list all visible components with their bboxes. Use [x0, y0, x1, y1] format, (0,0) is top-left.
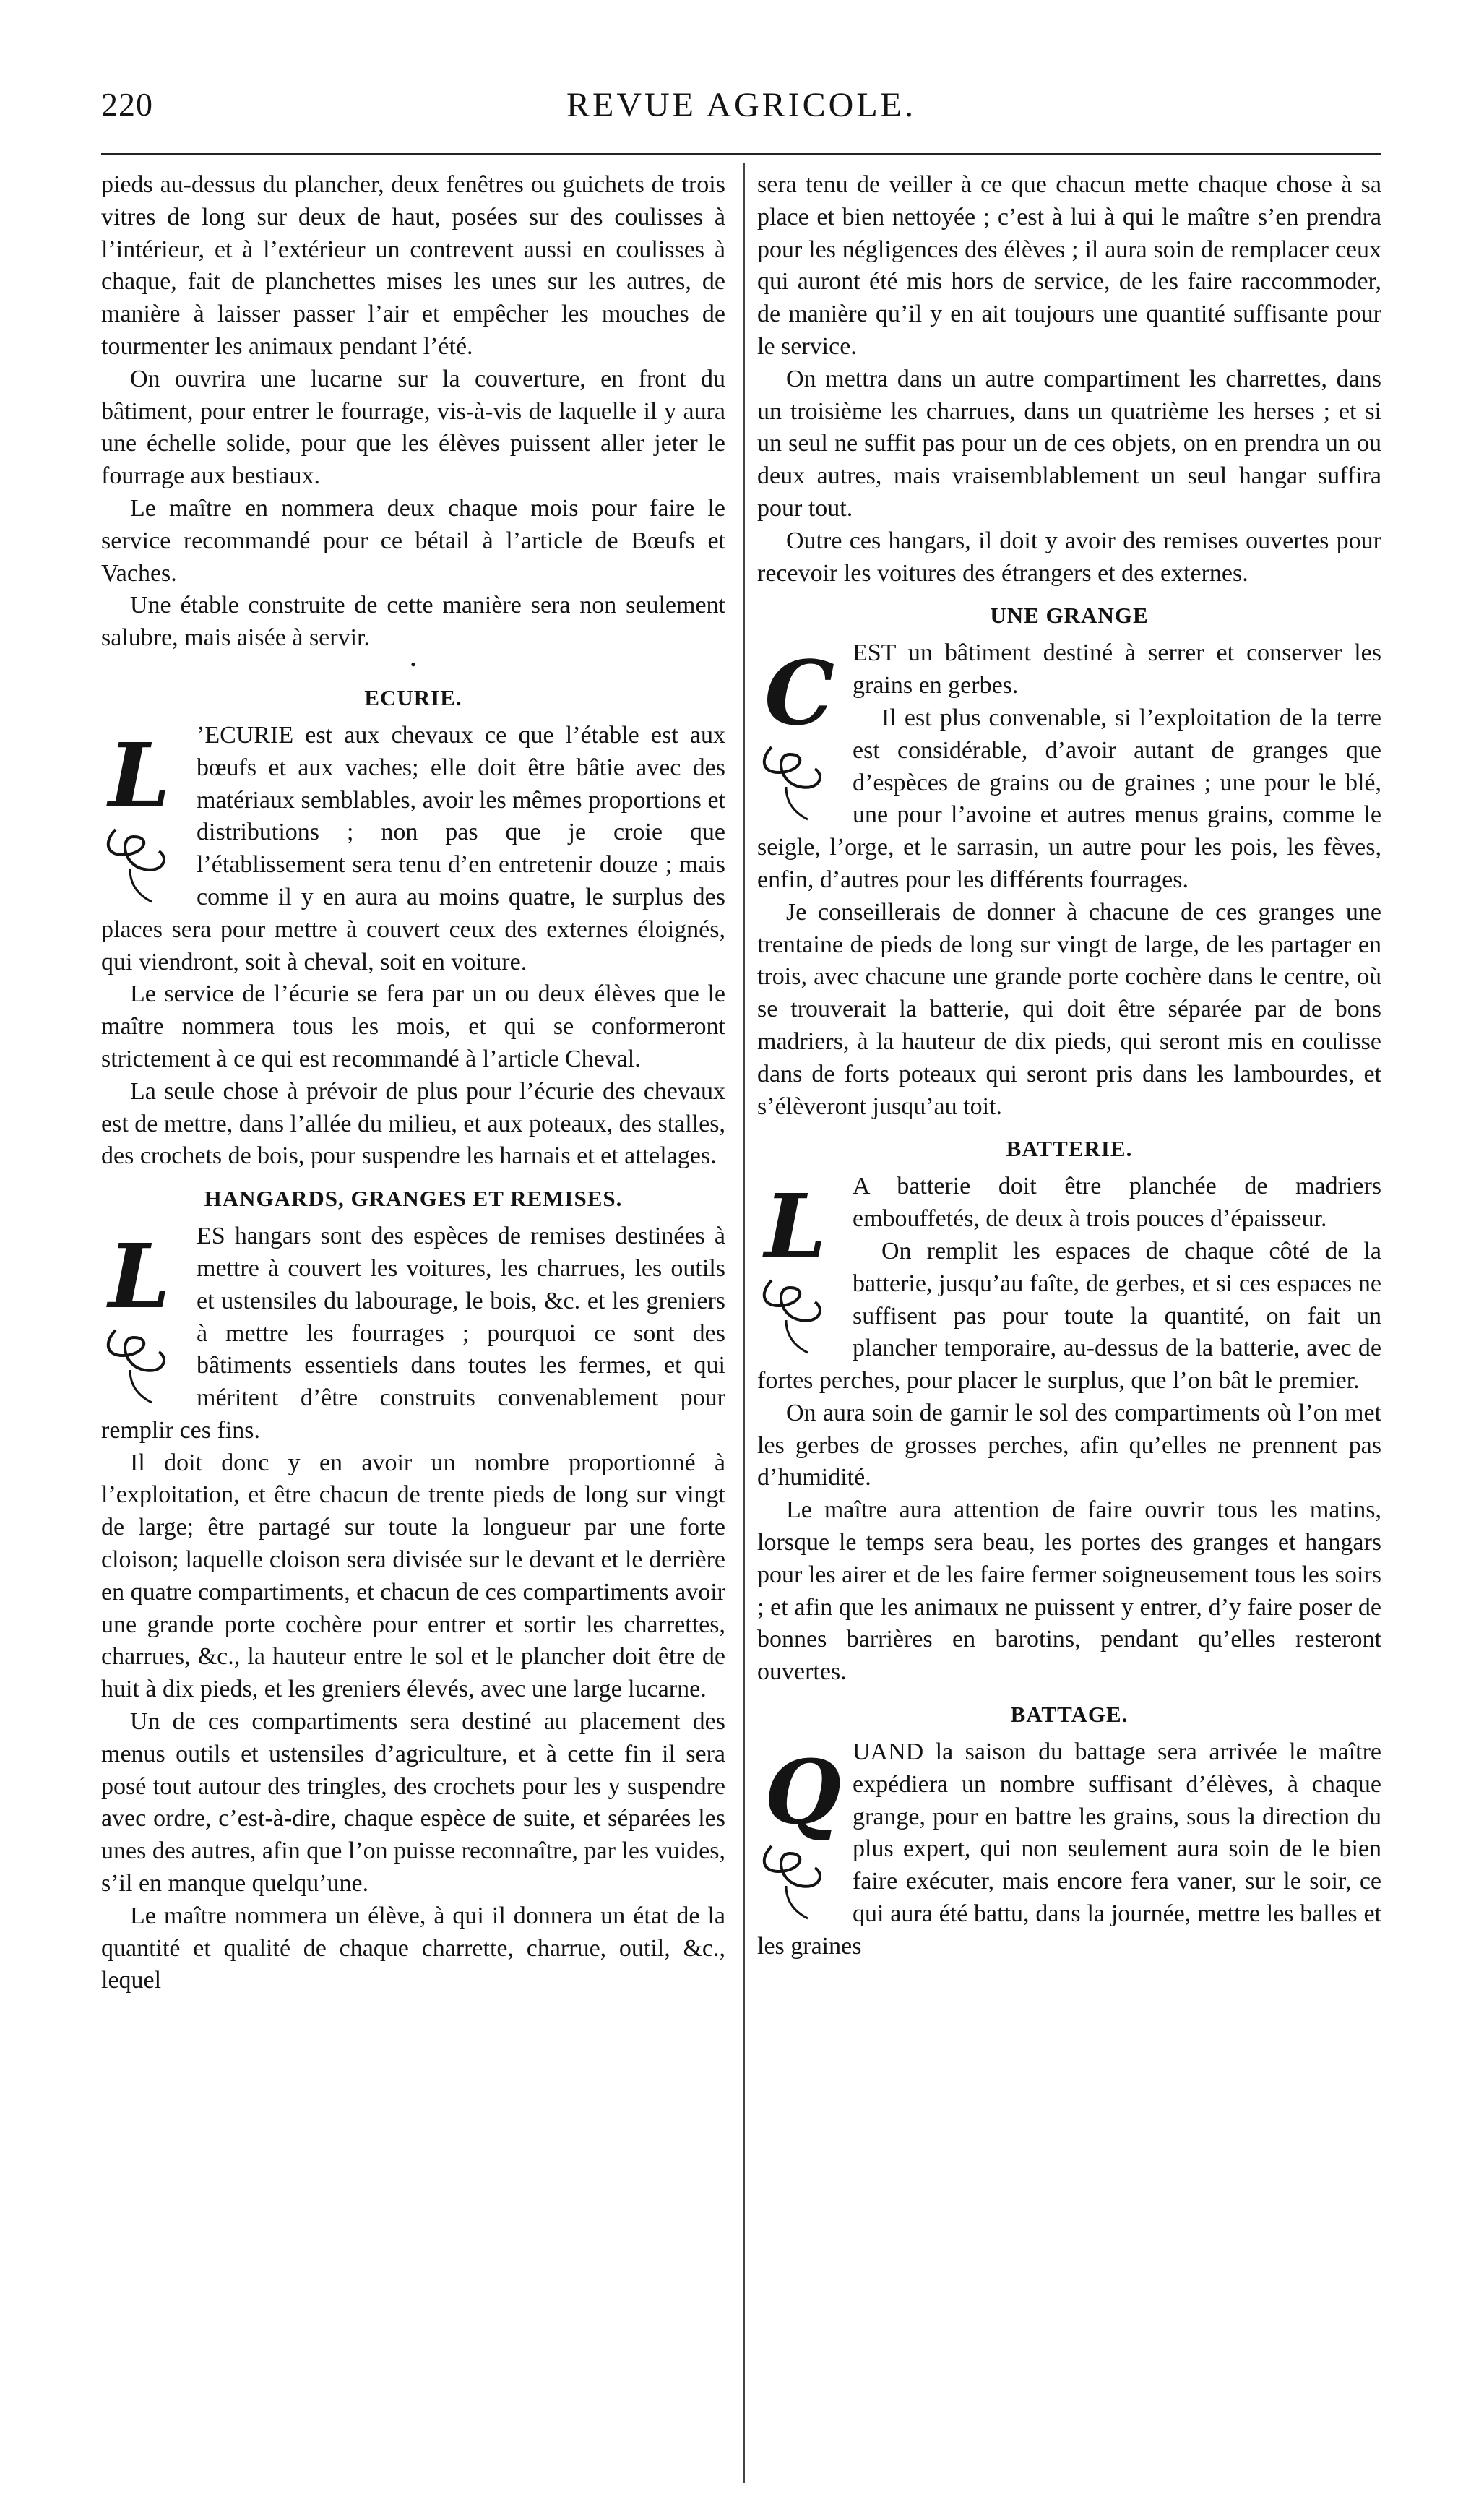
paragraph: A batterie doit être planchée de madriers embouffetés, de deux à trois pouces d’épaisseur. — [853, 1173, 1381, 1233]
paragraph: On remplit les espaces de chaque côté de la batterie, jusqu’au faîte, de gerbes, et si ces espaces ne suffisent pas pour toute la quantité, on fait un plancher temporaire, au-dessus de la batterie, avec de fortes perches, pour placer le surplus, que l’on bât le premier. — [757, 1237, 1381, 1395]
dropcap-letter: L — [108, 1224, 171, 1329]
paragraph: Le service de l’écurie se fera par un ou deux élèves que le maître nommera tous les mois, et qui se conformeront strictement à ce qui est recommandé à l’article Cheval. — [101, 981, 725, 1072]
paragraph: Je conseillerais de donner à chacune de ces granges une trentaine de pieds de long sur vingt de large, de les partager en trois, avec chacune une grande porte cochère dans le centre, où se trouverait la batterie, qui doit être séparée par de bons madriers, à la hauteur de dix pieds, qui seront mis en coulisse dans de forts poteaux qui seront pris dans les lambourdes, et s’élèveront jusqu’au toit. — [757, 898, 1381, 1120]
paragraph: Une étable construite de cette manière sera non seulement salubre, mais aisée à servir. — [101, 592, 725, 652]
ornamental-dropcap — [101, 1222, 186, 1410]
dropcap-letter: L — [108, 723, 171, 827]
paragraph: sera tenu de veiller à ce que chacun mette chaque chose à sa place et bien nettoyée ; c’est à lui à qui le maître s’en prendra pour les négligences des élèves ; il aura soin de remplacer ceux qui auront été mis hors de service, de les faire raccommoder, de manière qu’il y en ait toujours une quantité suffisante pour le service. — [757, 171, 1381, 360]
paragraph: ’ECURIE est aux chevaux ce que l’étable est aux bœufs et aux vaches; elle doit être bâtie avec des matériaux semblables, avoir les mêmes proportions et distributions ; non pas que je croie que l’établissement sera tenu d’en entretenir douze ; mais comme il y en aura au moins quatre, le surplus des places sera pour mettre à couvert ceux des externes éloignés, qui viendront, soit à cheval, soit en voiture. — [101, 721, 725, 975]
paragraph: Il doit donc y en avoir un nombre proportionné à l’exploitation, et être chacun de trente pieds de long sur vingt de large; être partagé sur toute la longueur par une forte cloison; laquelle cloison sera divisée sur le devant et le derrière en quatre compartiments, et chacun de ces compartiments avoir une grande porte cochère pour entrer et sortir les charrettes, charrues, &c., la hauteur entre le sol et le plancher doit être de huit à dix pieds, et les greniers élevés, avec une large lucarne. — [101, 1449, 725, 1703]
left-column — [101, 169, 725, 1997]
paragraph: Le maître nommera un élève, à qui il donnera un état de la quantité et qualité de chaque charrette, charrue, outil, &c., lequel — [101, 1902, 725, 1994]
section-heading-battage: BATTAGE. — [1010, 1702, 1129, 1728]
ornamental-dropcap — [757, 1172, 842, 1360]
right-column — [757, 169, 1381, 1963]
section-heading-grange: UNE GRANGE — [990, 603, 1149, 629]
paragraph: ES hangars sont des espèces de remises destinées à mettre à couvert les voitures, les charrues, les outils et ustensiles du labourage, le bois, &c. et les greniers à mettre les fourrages ; pourquoi ce sont des bâtiments essentiels dans toutes les fermes, et qui méritent d’être construits convenablement pour remplir ces fins. — [101, 1223, 725, 1444]
paragraph: Le maître en nommera deux chaque mois pour faire le service recommandé pour ce bétail à l’article de Bœufs et Vaches. — [101, 494, 725, 587]
paragraph: EST un bâtiment destiné à serrer et conserver les grains en gerbes. — [853, 639, 1381, 699]
dropcap-letter: C — [764, 641, 835, 746]
ornamental-dropcap — [101, 721, 186, 909]
paragraph: Il est plus convenable, si l’exploitation de la terre est considérable, d’avoir autant de granges que d’espèces de grains ou de graines ; une pour le blé, une pour l’avoine et autres menus grains, comme le seigle, l’orge, et le sarrasin, un autre pour les pois, les fèves, enfin, d’autres pour les différents fourrages. — [757, 704, 1381, 893]
section-heading-hangards: HANGARDS, GRANGES ET REMISES. — [204, 1186, 623, 1212]
header-rule — [101, 153, 1381, 155]
paragraph: La seule chose à prévoir de plus pour l’écurie des chevaux est de mettre, dans l’allée du milieu, et aux poteaux, des stalles, des crochets de bois, pour suspendre les harnais et et attelages. — [101, 1077, 725, 1170]
page-header — [101, 85, 1381, 136]
column-divider — [743, 163, 745, 2483]
paragraph: UAND la saison du battage sera arrivée le maître expédiera un nombre suffisant d’élèves, à chaque grange, pour en battre les grains, sous la direction du plus expert, qui non seulement aura soin de le bien faire exécuter, mais encore fera vaner, sur le soir, ce qui aura été battu, dans la journée, mettre les balles et les graines — [757, 1739, 1381, 1960]
section-heading-ecurie: ECURIE. — [364, 684, 462, 710]
ornamental-dropcap — [757, 1738, 842, 1926]
dropcap-letter: L — [764, 1174, 827, 1279]
section-heading-batterie: BATTERIE. — [1006, 1136, 1133, 1162]
paragraph: Un de ces compartiments sera destiné au placement des menus outils et ustensiles d’agriculture, et à cette fin il sera posé tout autour des tringles, des crochets pour les y suspendre avec ordre, c’est-à-dire, chaque espèce de suite, et séparées les unes des autres, afin que l’on puisse reconnaître, par les vuides, s’il en manque quelqu’une. — [101, 1708, 725, 1897]
page-number: 220 — [101, 86, 153, 123]
paragraph: pieds au-dessus du plancher, deux fenêtres ou guichets de trois vitres de long sur deux de haut, posées sur des coulisses à l’intérieur, et à l’extérieur un contrevent aussi en coulisses à chaque, fait de planchettes mises les unes sur les autres, de manière à laisser passer l’air et empêcher les mouches de tourmenter les animaux pendant l’été. — [101, 171, 725, 360]
paragraph: On mettra dans un autre compartiment les charrettes, dans un troisième les charrues, dans un quatrième les herses ; et si un seul ne suffit pas pour un de ces objets, on en prendra un ou deux autres, mais vraisemblablement un seul hangar suffira pour tout. — [757, 365, 1381, 522]
ornament-dot: • — [410, 655, 416, 673]
paragraph: On ouvrira une lucarne sur la couverture, en front du bâtiment, pour entrer le fourrage, vis-à-vis de laquelle il y aura une échelle solide, pour que les élèves puissent aller jeter le fourrage aux bestiaux. — [101, 365, 725, 490]
running-title: REVUE AGRICOLE. — [566, 86, 916, 124]
paragraph: On aura soin de garnir le sol des compartiments où l’on met les gerbes de grosses perches, afin qu’elles ne prennent pas d’humidité. — [757, 1399, 1381, 1491]
dropcap-letter: Q — [764, 1740, 842, 1845]
paragraph: Outre ces hangars, il doit y avoir des remises ouvertes pour recevoir les voitures des étrangers et des externes. — [757, 527, 1381, 587]
ornamental-dropcap — [757, 639, 842, 827]
paragraph: Le maître aura attention de faire ouvrir tous les matins, lorsque le temps sera beau, les portes des granges et hangars pour les airer et de les faire fermer soigneusement tous les soirs ; et afin que les animaux ne puissent y entrer, d’y faire poser de bonnes barrières en barotins, pendant qu’elles resteront ouvertes. — [757, 1496, 1381, 1686]
